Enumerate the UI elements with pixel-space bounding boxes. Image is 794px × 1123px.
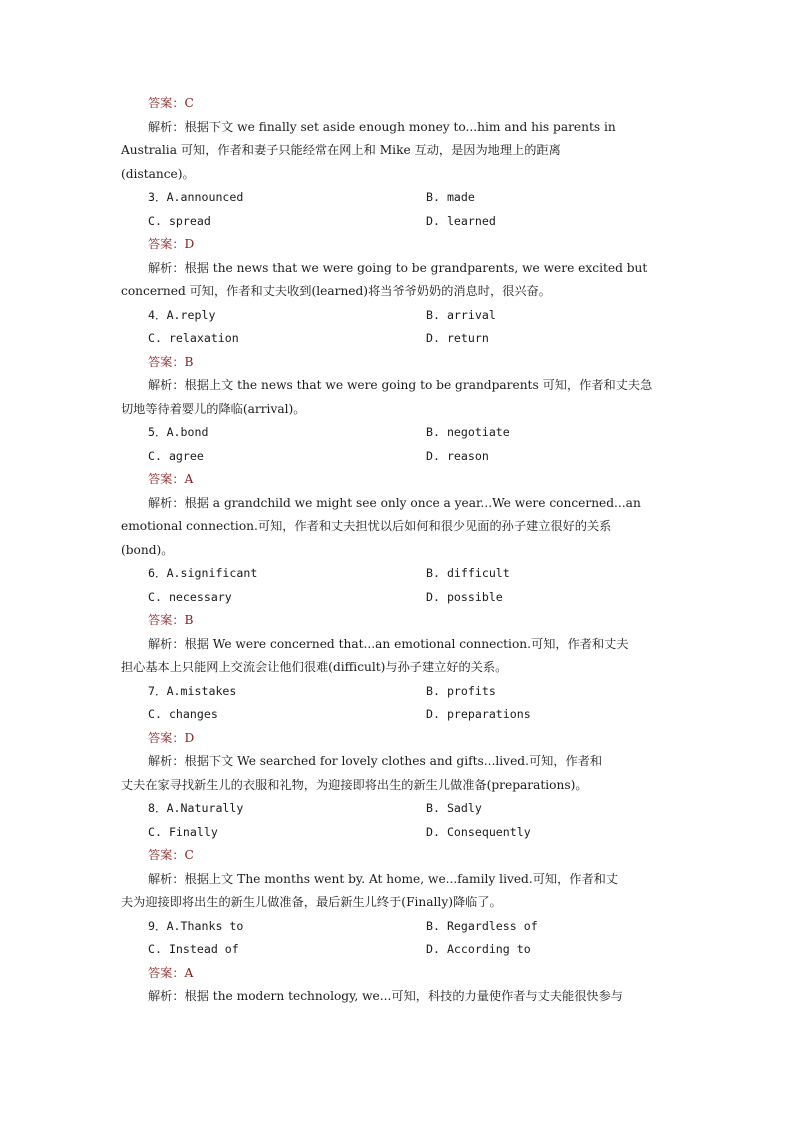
- question-9-options-row-2: [121, 938, 676, 962]
- analysis-line: (distance)。: [121, 166, 195, 181]
- answer-line: 答案：D: [148, 730, 195, 745]
- analysis-line: 切地等待着婴儿的降临(arrival)。: [121, 401, 306, 416]
- option-a-text: A.mistakes: [166, 683, 237, 698]
- question-number: 9．: [148, 918, 167, 933]
- option-d: D. possible: [426, 589, 503, 604]
- question-7-options-row-2: [121, 703, 676, 727]
- option-c: C. necessary: [148, 589, 232, 604]
- answer-line: 答案：C: [148, 848, 194, 862]
- option-a-text: A.announced: [166, 190, 244, 204]
- option-a: [148, 186, 426, 210]
- option-a: [148, 680, 426, 704]
- option-b: B. negotiate: [426, 425, 510, 439]
- question-3-options-row-2: [121, 210, 676, 234]
- analysis-line: 丈夫在家寻找新生儿的衣服和礼物，为迎接即将出生的新生儿做准备(preparations)。: [121, 777, 588, 792]
- question-6-options-row-1: [121, 562, 676, 586]
- option-a-text: A.significant: [166, 566, 258, 580]
- option-d: D. Consequently: [426, 824, 531, 839]
- question-6-options-row-2: [121, 586, 676, 610]
- option-d: D. preparations: [426, 707, 531, 721]
- analysis-line: 夫为迎接即将出生的新生儿做准备，最后新生儿终于(Finally)降临了。: [121, 895, 502, 909]
- analysis-line: 解析：根据下文 we finally set aside enough money to...him and his parents in: [148, 119, 616, 134]
- answer-line: 答案：A: [148, 965, 194, 980]
- answer-line: 答案：C: [148, 96, 194, 110]
- option-a: [148, 304, 426, 328]
- question-4-options-row-2: [121, 327, 676, 351]
- question-number: 4．: [148, 307, 167, 322]
- question-number: 5．: [148, 425, 167, 439]
- question-number: 8．: [148, 801, 167, 815]
- option-a-text: A.Naturally: [166, 801, 244, 815]
- option-b: B. profits: [426, 683, 496, 698]
- option-c: C. agree: [148, 448, 204, 463]
- analysis-line: 解析：根据 the modern technology, we...可知，科技的力量使作者与丈夫能很快参与: [148, 989, 623, 1003]
- option-b: B. difficult: [426, 566, 510, 580]
- analysis-line: 解析：根据 a grandchild we might see only once a year...We were concerned...an: [148, 495, 641, 510]
- question-number: 3．: [148, 190, 167, 204]
- option-a: [148, 421, 426, 445]
- document-page: [121, 92, 676, 1009]
- option-c: C. changes: [148, 707, 218, 721]
- answer-line: 答案：B: [148, 354, 194, 369]
- question-4-options-row-1: [121, 304, 676, 328]
- option-a: [148, 562, 426, 586]
- analysis-line: 解析：根据 We were concerned that...an emotional connection.可知，作者和丈夫: [148, 636, 629, 651]
- option-a-text: A.Thanks to: [166, 918, 244, 933]
- analysis-line: 解析：根据 the news that we were going to be grandparents, we were excited but: [148, 260, 648, 275]
- analysis-line: 担心基本上只能网上交流会让他们很难(difficult)与孙子建立好的关系。: [121, 660, 508, 674]
- analysis-line: 解析：根据上文 The months went by. At home, we...family lived.可知，作者和丈: [148, 871, 619, 886]
- analysis-line: 解析：根据下文 We searched for lovely clothes and gifts...lived.可知，作者和: [148, 754, 603, 768]
- option-d: D. return: [426, 331, 489, 345]
- question-8-options-row-2: [121, 821, 676, 845]
- question-9-options-row-1: [121, 915, 676, 939]
- option-a-text: A.reply: [166, 307, 216, 322]
- analysis-line: Australia 可知，作者和妻子只能经常在网上和 Mike 互动，是因为地理上的距离: [121, 143, 561, 157]
- option-c: C. spread: [148, 213, 211, 228]
- option-b: B. Sadly: [426, 801, 482, 815]
- answer-line: 答案：B: [148, 613, 194, 627]
- analysis-line: emotional connection.可知，作者和丈夫担忧以后如何和很少见面的孙子建立很好的关系: [121, 519, 612, 533]
- question-5-options-row-2: [121, 445, 676, 469]
- option-a: [148, 915, 426, 939]
- question-number: 6．: [148, 566, 167, 580]
- answer-line: 答案：A: [148, 472, 194, 486]
- question-7-options-row-1: [121, 680, 676, 704]
- question-3-options-row-1: [121, 186, 676, 210]
- question-8-options-row-1: [121, 797, 676, 821]
- option-d: D. learned: [426, 213, 496, 228]
- analysis-line: 解析：根据上文 the news that we were going to be grandparents 可知，作者和丈夫急: [148, 378, 653, 392]
- analysis-line: concerned 可知，作者和丈夫收到(learned)将当爷爷奶奶的消息时，很兴奋。: [121, 284, 551, 298]
- option-c: C. Finally: [148, 824, 218, 839]
- option-a-text: A.bond: [166, 425, 209, 439]
- option-d: D. reason: [426, 448, 489, 463]
- option-c: C. relaxation: [148, 331, 239, 345]
- question-number: 7．: [148, 683, 167, 698]
- option-d: D. According to: [426, 942, 531, 956]
- option-a: [148, 797, 426, 821]
- analysis-line: (bond)。: [121, 542, 174, 557]
- option-b: B. Regardless of: [426, 918, 538, 933]
- option-c: C. Instead of: [148, 942, 239, 956]
- option-b: B. arrival: [426, 307, 496, 322]
- question-5-options-row-1: [121, 421, 676, 445]
- answer-line: 答案：D: [148, 237, 195, 251]
- option-b: B. made: [426, 190, 475, 204]
